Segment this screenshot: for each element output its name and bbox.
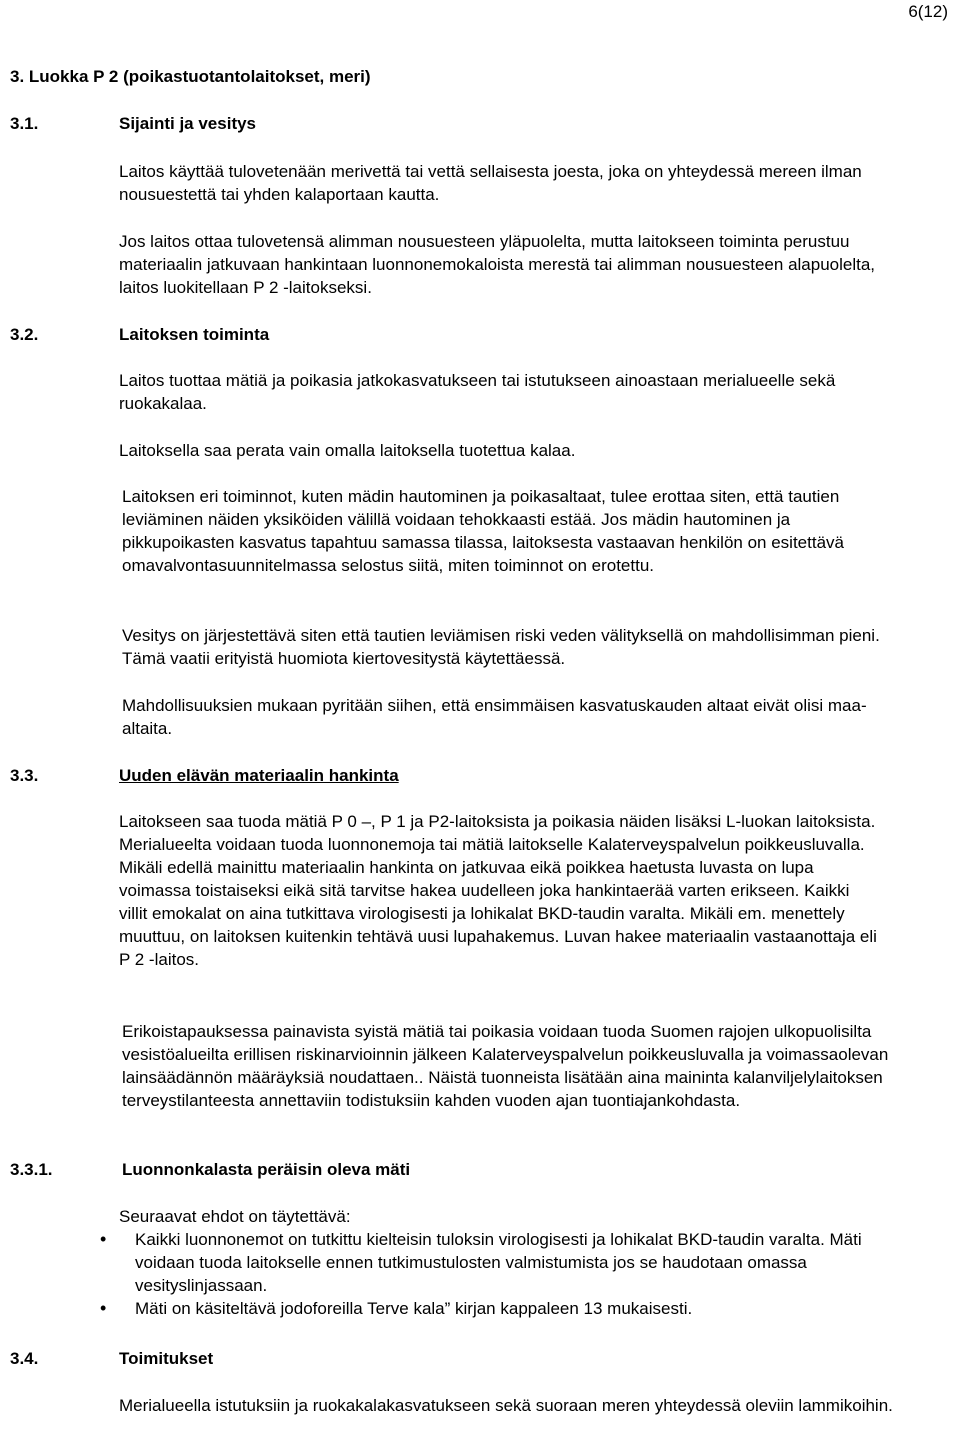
section-number: 3.3.1. (10, 1160, 53, 1179)
section-heading: Toimitukset (119, 1349, 214, 1368)
chapter-title: 3. Luokka P 2 (poikastuotantolaitokset, meri) (10, 67, 371, 86)
list-item: • Mäti on käsiteltävä jodoforeilla Terve kala” kirjan kappaleen 13 mukaisesti. (100, 1297, 890, 1320)
paragraph: Seuraavat ehdot on täytettävä: (119, 1207, 351, 1226)
section-heading: Luonnonkalasta peräisin oleva mäti (122, 1160, 411, 1179)
bullet-list (100, 1228, 890, 1320)
paragraph: Jos laitos ottaa tulovetensä alimman nousuesteen yläpuolelta, mutta laitokseen toiminta perustuu materiaalin jatkuvaan hankintaan luonnonemokaloista merestä tai alimman nousuesteen alapuolelta, laitos luokitellaan P 2 -laitokseksi. (119, 232, 876, 297)
section-number: 3.1. (10, 114, 39, 133)
section-number: 3.3. (10, 766, 39, 785)
section-number: 3.2. (10, 325, 39, 344)
paragraph: Erikoistapauksessa painavista syistä mätiä tai poikasia voidaan tuoda Suomen rajojen ulkopuolisilta vesistöalueilta erillisen riskinarvioinnin jälkeen Kalaterveyspalvelun poikkeusluvalla ja voimassaolevan lainsäädännön määräyksiä noudattaen.. Näistä tuonneista lisätään aina maininta kalanviljelylaitoksen terveystilanteesta annettaviin todistuksiin kahden vuoden ajan tuontiajankohdasta. (122, 1022, 889, 1110)
list-item: • Kaikki luonnonemot on tutkittu kielteisin tuloksin virologisesti ja lohikalat BKD-taudin varalta. Mäti voidaan tuoda laitokselle ennen tutkimustulosten valmistumista jos se haudotaan omassa vesityslinjassaan. (100, 1228, 890, 1297)
section-heading: Laitoksen toiminta (119, 325, 270, 344)
paragraph: Laitos tuottaa mätiä ja poikasia jatkokasvatukseen tai istutukseen ainoastaan merialueelle sekä ruokakalaa. (119, 371, 836, 413)
paragraph: Mahdollisuuksien mukaan pyritään siihen, että ensimmäisen kasvatuskauden altaat eivät olisi maa-altaita. (122, 696, 867, 738)
paragraph: Vesitys on järjestettävä siten että tautien leviämisen riski veden välityksellä on mahdollisimman pieni. Tämä vaatii erityistä huomiota kiertovesitystä käytettäessä. (122, 626, 880, 668)
paragraph: Laitokseen saa tuoda mätiä P 0 –, P 1 ja P2-laitoksista ja poikasia näiden lisäksi L-luokan laitoksista. Merialueelta voidaan tuoda luonnonemoja tai mätiä laitokselle Kalaterveyspalvelun poikkeusluvalla. Mikäli edellä mainittu materiaalin hankinta on jatkuvaa eikä poikkea haetusta luvasta on lupa voimassa toistaiseksi eikä sitä tarvitse hakea uudelleen joka hankintaerää varten erikseen. Kaikki villit emokalat on aina tutkittava virologisesti ja lohikalat BKD-taudin varalta. Mikäli em. menettely muuttuu, on laitoksen kuitenkin tehtävä uusi lupahakemus. Luvan hakee materiaalin vastaanottaja eli P 2 -laitos. (119, 812, 877, 969)
section-heading: Sijainti ja vesitys (119, 114, 257, 133)
paragraph: Merialueella istutuksiin ja ruokakalakasvatukseen sekä suoraan meren yhteydessä oleviin lammikoihin. (119, 1396, 893, 1415)
section-number: 3.4. (10, 1349, 39, 1368)
paragraph: Laitoksella saa perata vain omalla laitoksella tuotettua kalaa. (119, 441, 576, 460)
section-heading: Uuden elävän materiaalin hankinta (119, 766, 399, 785)
paragraph: Laitos käyttää tulovetenään merivettä tai vettä sellaisesta joesta, joka on yhteydessä mereen ilman nousuestettä tai yhden kalaportaan kautta. (119, 162, 862, 204)
page-number: 6(12) (908, 2, 948, 21)
paragraph: Laitoksen eri toiminnot, kuten mädin hautominen ja poikasaltaat, tulee erottaa siten, että tautien leviäminen näiden yksiköiden välillä voidaan tehokkaasti estää. Jos mädin hautominen ja pikkupoikasten kasvatus tapahtuu samassa tilassa, laitoksesta vastaavan henkilön on esitettävä omavalvontasuunnitelmassa selostus siitä, miten toiminnot on erotettu. (122, 487, 844, 575)
